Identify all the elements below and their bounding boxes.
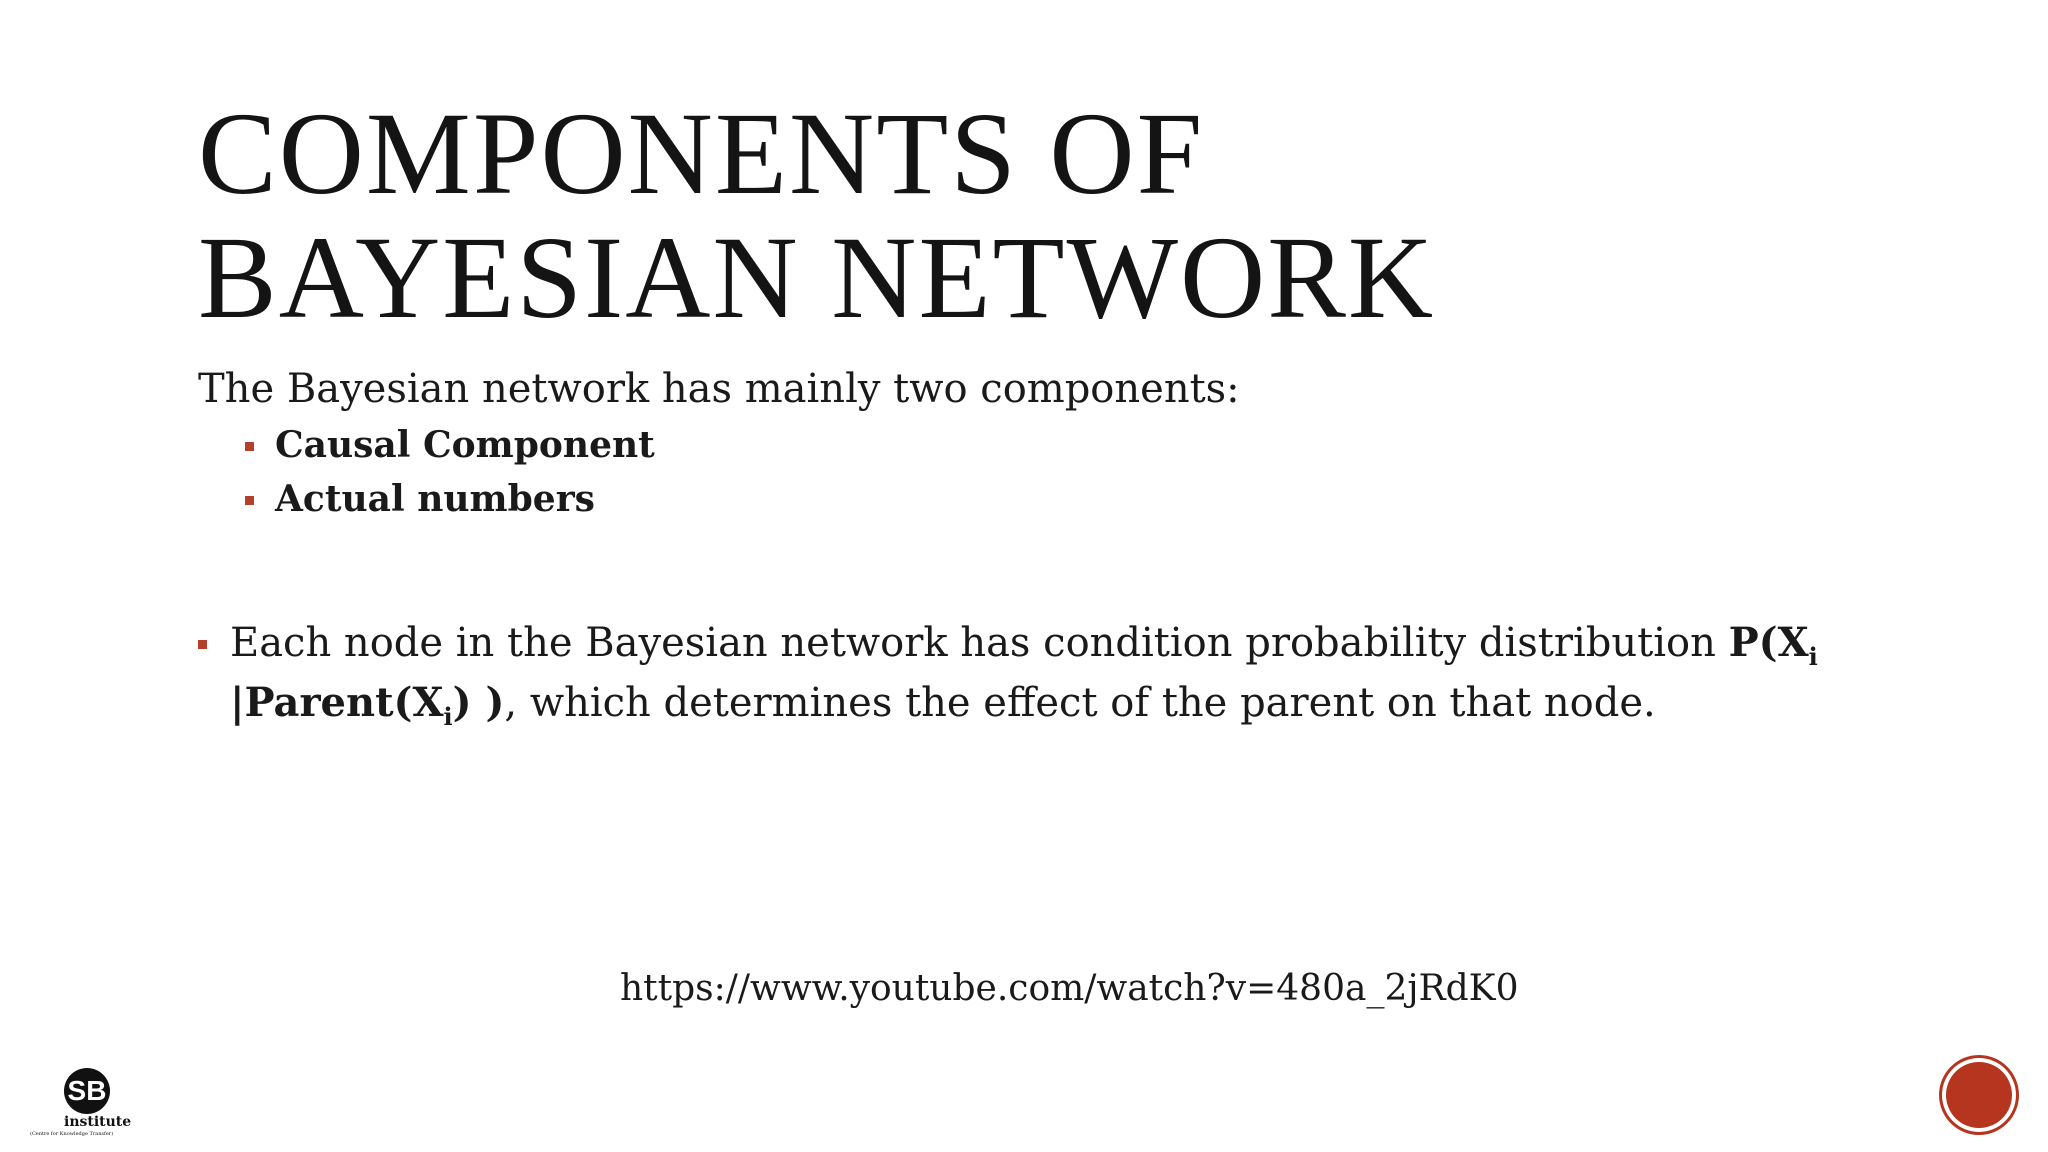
list-item-actual-numbers [245, 472, 655, 526]
square-bullet-icon [245, 442, 254, 451]
source-url[interactable]: https://www.youtube.com/watch?v=480a_2jRdK0 [620, 968, 1519, 1009]
components-list [245, 418, 655, 526]
sb-logo-icon [64, 1068, 110, 1114]
formula-part: |Parent(X [230, 679, 444, 726]
formula-part: ) ) [452, 679, 505, 726]
cpd-paragraph-text [198, 620, 1818, 740]
list-item-label: Actual numbers [275, 478, 595, 520]
list-item-label: Causal Component [275, 424, 655, 466]
paragraph-lead: Each node in the Bayesian network has condition probability distribution [230, 620, 1729, 666]
intro-text: The Bayesian network has mainly two components: [198, 366, 1240, 412]
square-bullet-icon [198, 640, 207, 649]
cpd-paragraph [198, 620, 1818, 740]
paragraph-tail: , which determines the effect of the parent on that node. [504, 680, 1656, 726]
slide-title-line-1: COMPONENTS OF [198, 88, 1205, 219]
list-item-causal-component [245, 418, 655, 472]
sb-institute-logo [28, 1068, 132, 1140]
square-bullet-icon [245, 496, 254, 505]
formula-subscript: i [443, 702, 453, 731]
slide-title-line-2: BAYESIAN NETWORK [198, 212, 1436, 343]
logo-tagline: (Centre for Knowledge Transfer) [30, 1131, 114, 1137]
slide-title [198, 88, 1436, 343]
formula-part: P(X [1728, 619, 1809, 666]
formula-subscript: i [1808, 642, 1818, 671]
logo-mark: SB [67, 1075, 107, 1106]
logo-word: institute [64, 1114, 132, 1130]
next-slide-button[interactable] [1942, 1058, 2016, 1132]
